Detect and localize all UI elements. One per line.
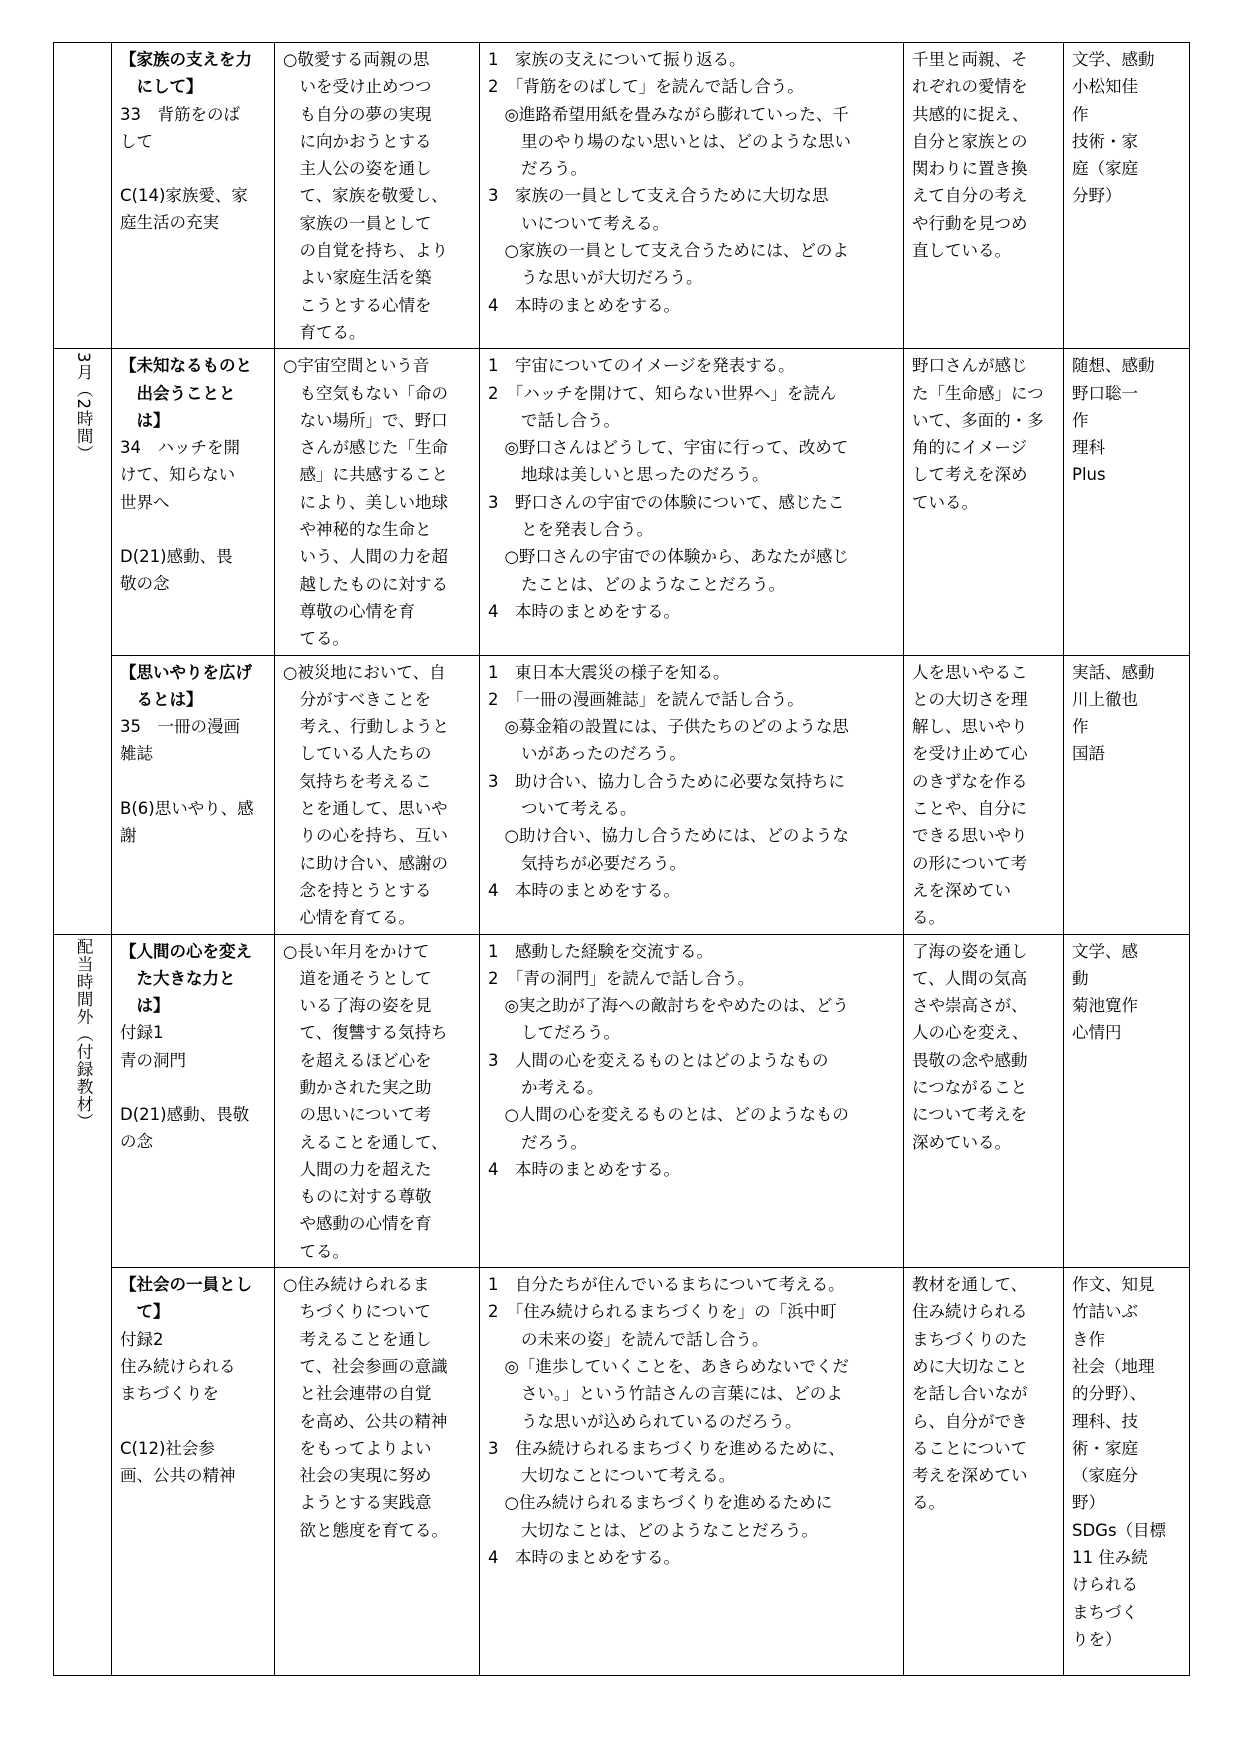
step-line: 2 「背筋をのばして」を読んで話し合う。 [488,77,804,97]
genre-line: 術・家庭 [1072,1438,1138,1458]
value-item-line: D(21)感動、畏 [120,547,233,567]
theme-line: た大きな力と [136,968,236,988]
evaluation-line: さや崇高さが、 [912,996,1028,1016]
question-line: 気持ちが必要だろう。 [521,853,686,873]
evaluation-line: ている。 [912,492,978,512]
process-cell [480,43,904,349]
theme-line: 【思いやりを広げ [120,662,252,682]
step-line: とを発表し合う。 [521,520,653,540]
aim-line: の思いについて考 [299,1105,432,1125]
genre-cell [1064,934,1190,1268]
genre-line: 文学、感 [1072,941,1138,961]
genre-line: 作 [1072,104,1089,124]
evaluation-line: 解し、思いやり [912,717,1028,737]
theme-line: 【社会の一員とし [120,1275,252,1295]
step-line: で話し合う。 [521,410,620,430]
genre-line: 菊池寛作 [1072,996,1138,1016]
step-line: 大切なことについて考える。 [521,1466,736,1486]
aim-line: ○住み続けられるま [283,1275,430,1295]
evaluation-cell [904,43,1064,349]
genre-line: 実話、感動 [1072,662,1155,682]
aim-line: の自覚を持ち、より [299,241,448,261]
aim-line: や感動の心情を育 [299,1214,432,1234]
step-line: 2 「一冊の漫画雑誌」を読んで話し合う。 [488,689,804,709]
aim-line: 分がすべきことを [299,689,432,709]
month-label: 3月（2時間） [74,352,94,463]
process-cell [480,1268,904,1676]
topic-cell [112,655,275,934]
aim-line: 心情を育てる。 [299,908,415,928]
step-line: 1 自分たちが住んでいるまちについて考える。 [488,1275,845,1295]
aim-line: ○敬愛する両親の思 [283,50,430,69]
value-item-line: 謝 [120,826,137,846]
genre-line: 野） [1072,1493,1105,1513]
genre-line: 動 [1072,968,1089,988]
lesson-title-line: 青の洞門 [120,1050,186,1070]
evaluation-line: について考えを [912,1105,1028,1125]
step-line: いについて考える。 [521,213,670,233]
table-row [54,1268,1190,1676]
aim-line: を高め、公共の精神 [299,1411,448,1431]
evaluation-line: えて自分の考え [912,186,1028,206]
aim-line: よい家庭生活を築 [299,268,432,288]
question-line: ○家族の一員として支え合うためには、どのよ [504,241,849,261]
aim-line: 社会の実現に努め [299,1466,432,1486]
step-line: ついて考える。 [521,799,637,819]
aim-line: ようとする実践意 [299,1493,432,1513]
step-line: 3 助け合い、協力し合うために必要な気持ちに [488,771,845,791]
spacer [120,1074,268,1101]
lesson-title-line: 33 背筋をのば [120,104,240,124]
genre-line: 野口聡一 [1072,383,1138,403]
evaluation-line: いて、多面的・多 [912,410,1044,430]
aim-line: ない場所」で、野口 [299,410,448,430]
genre-line: 作 [1072,717,1089,737]
step-line: 4 本時のまとめをする。 [488,601,680,621]
question-line: ◎実之助が了海への敵討ちをやめたのは、どう [504,996,849,1016]
aim-line: ○被災地において、自 [283,662,446,682]
evaluation-line: 直している。 [912,241,1011,261]
aim-line: て、家族を敬愛し、 [299,186,448,206]
evaluation-line: ことや、自分に [912,799,1028,819]
value-item-line: B(6)思いやり、感 [120,798,254,818]
theme-line: て】 [136,1302,170,1322]
step-line: 3 家族の一員として支え合うために大切な思 [488,186,829,206]
step-line: 4 本時のまとめをする。 [488,880,680,900]
theme-line: 【家族の支えを力 [120,50,252,69]
value-item-line: 庭生活の充実 [120,213,219,233]
aim-line: 念を持とうとする [299,880,432,900]
step-line: 3 人間の心を変えるものとはどのようなもの [488,1050,829,1070]
evaluation-cell [904,655,1064,934]
aim-line: てる。 [299,1241,349,1261]
topic-cell [112,1268,275,1676]
aim-line: 気持ちを考えるこ [299,771,432,791]
question-line: だろう。 [521,159,587,179]
month-label: 配当時間外（付録教材） [74,937,94,1130]
genre-line: 川上徹也 [1072,689,1138,709]
genre-line: 随想、感動 [1072,356,1155,376]
aim-line: ものに対する尊敬 [299,1187,432,1207]
aim-cell [275,1268,480,1676]
theme-line: は】 [136,410,170,430]
question-line: ◎「進歩していくことを、あきらめないでくだ [504,1356,849,1376]
evaluation-line: 野口さんが感じ [912,356,1028,376]
step-line: 1 感動した経験を交流する。 [488,941,713,961]
aim-line: を超えるほど心を [299,1050,432,1070]
process-cell [480,934,904,1268]
genre-line: 作文、知見 [1072,1275,1155,1295]
genre-line: 社会（地理 [1072,1356,1155,1376]
process-cell [480,655,904,934]
theme-line: るとは】 [136,689,203,709]
question-line: 里のやり場のない思いとは、どのような思い [521,131,851,151]
evaluation-line: 千里と両親、そ [912,50,1028,69]
evaluation-line: ることについて [912,1438,1028,1458]
genre-line: りを） [1072,1629,1122,1649]
question-line: ○助け合い、協力し合うためには、どのような [504,826,849,846]
evaluation-line: できる思いやり [912,826,1028,846]
lesson-plan-table [53,42,1190,1676]
evaluation-line: る。 [912,908,945,928]
evaluation-line: 考えを深めてい [912,1466,1028,1486]
genre-cell [1064,655,1190,934]
evaluation-line: た「生命感」につ [912,383,1044,403]
evaluation-line: を受け止めて心 [912,744,1028,764]
table-row [54,934,1190,1268]
month-cell [54,934,112,1676]
aim-line: 主人公の姿を通し [299,159,432,179]
question-line: 大切なことは、どのようなことだろう。 [521,1520,818,1540]
evaluation-line: 教材を通して、 [912,1275,1028,1295]
aim-line: に向かおうとする [299,131,432,151]
genre-line: 技術・家 [1072,131,1138,151]
step-line: 2 「住み続けられるまちづくりを」の「浜中町 [488,1302,837,1322]
genre-line: まちづく [1072,1602,1138,1622]
value-item-line: C(14)家族愛、家 [120,186,248,206]
evaluation-line: えを深めてい [912,880,1011,900]
evaluation-cell [904,349,1064,655]
genre-line: （家庭分 [1072,1466,1138,1486]
table-row [54,349,1190,655]
evaluation-line: のきずなを作る [912,771,1028,791]
value-item-line: 敬の念 [120,574,170,594]
aim-line: とを通して、思いや [299,799,448,819]
evaluation-line: 共感的に捉え、 [912,104,1029,124]
theme-line: は】 [136,996,170,1016]
evaluation-line: 了海の姿を通し [912,941,1028,961]
aim-line: えることを通して、 [299,1132,448,1152]
step-line: 4 本時のまとめをする。 [488,1548,680,1568]
aim-line: ○宇宙空間という音 [283,356,430,376]
genre-line: 分野） [1072,186,1122,206]
aim-line: 感」に共感すること [299,465,448,485]
genre-line: 文学、感動 [1072,50,1155,69]
topic-cell [112,349,275,655]
question-line: ○住み続けられるまちづくりを進めるために [504,1493,833,1513]
question-line: 地球は美しいと思ったのだろう。 [521,465,769,485]
evaluation-line: につながること [912,1077,1028,1097]
spacer [120,516,268,543]
aim-line: により、美しい地球 [299,492,448,512]
question-line: だろう。 [521,1132,587,1152]
aim-line: 家族の一員として [299,213,432,233]
evaluation-line: まちづくりのた [912,1329,1028,1349]
process-cell [480,349,904,655]
aim-line: と社会連帯の自覚 [299,1384,432,1404]
step-line: か考える。 [521,1077,604,1097]
table-row [54,43,1190,349]
evaluation-line: や行動を見つめ [912,213,1028,233]
aim-cell [275,43,480,349]
lesson-title-line: 付録2 [120,1329,164,1349]
question-line: ◎進路希望用紙を畳みながら膨れていった、千 [504,104,849,124]
aim-line: をもってよりよい [299,1438,432,1458]
aim-line: 人間の力を超えた [299,1159,432,1179]
aim-line: している人たちの [299,744,432,764]
month-cell [54,349,112,934]
genre-line: 理科 [1072,438,1105,458]
aim-line: 尊敬の心情を育 [299,601,415,621]
genre-line: 庭（家庭 [1072,159,1138,179]
lesson-title-line: 住み続けられる [120,1356,236,1376]
aim-cell [275,655,480,934]
genre-line: SDGs（目標 [1072,1520,1167,1540]
evaluation-line: 深めている。 [912,1132,1011,1152]
evaluation-line: を話し合いなが [912,1384,1028,1404]
aim-line: も空気もない「命の [299,383,448,403]
value-item-line: 画、公共の精神 [120,1465,236,1485]
genre-line: けられる [1072,1575,1138,1595]
value-item-line: の念 [120,1132,153,1152]
aim-line: や神秘的な生命と [299,520,432,540]
evaluation-line: れぞれの愛情を [912,77,1028,97]
question-line: たことは、どのようなことだろう。 [521,574,785,594]
step-line: 3 住み続けられるまちづくりを進めるために、 [488,1438,845,1458]
genre-line: き作 [1072,1329,1105,1349]
lesson-title-line: して [120,131,153,151]
aim-line: いう、人間の力を超 [299,547,448,567]
value-item-line: D(21)感動、畏敬 [120,1104,250,1124]
evaluation-line: て、人間の気高 [912,968,1028,988]
aim-line: いる了海の姿を見 [299,996,432,1016]
genre-line: 小松知佳 [1072,77,1138,97]
aim-line: さんが感じた「生命 [299,438,448,458]
lesson-title-line: 付録1 [120,1023,164,1043]
aim-line: いを受け止めつつ [299,77,432,97]
step-line: 4 本時のまとめをする。 [488,295,680,315]
step-line: 2 「ハッチを開けて、知らない世界へ」を読ん [488,383,837,403]
table-row [54,655,1190,934]
genre-cell [1064,43,1190,349]
lesson-title-line: まちづくりを [120,1384,219,1404]
value-item-line: C(12)社会参 [120,1438,215,1458]
evaluation-line: との大切さを理 [912,689,1028,709]
evaluation-line: る。 [912,1493,945,1513]
genre-line: 作 [1072,410,1089,430]
spacer [120,155,268,182]
question-line: してだろう。 [521,1023,620,1043]
evaluation-line: 関わりに置き換 [912,159,1028,179]
lesson-title-line: けて、知らない [120,465,236,485]
step-line: 3 野口さんの宇宙での体験について、感じたこ [488,492,845,512]
spacer [120,768,268,795]
question-line: ◎野口さんはどうして、宇宙に行って、改めて [504,438,849,458]
evaluation-line: の形について考 [912,853,1028,873]
theme-line: にして】 [136,77,203,97]
aim-line: 欲と態度を育てる。 [299,1520,448,1540]
lesson-title-line: 35 一冊の漫画 [120,717,240,737]
lesson-title-line: 雑誌 [120,744,153,764]
evaluation-line: 人を思いやるこ [912,662,1028,682]
step-line: 1 宇宙についてのイメージを発表する。 [488,356,795,376]
question-line: ○人間の心を変えるものとは、どのようなもの [504,1105,849,1125]
evaluation-line: めに大切なこと [912,1356,1028,1376]
aim-line: も自分の夢の実現 [299,104,432,124]
lesson-title-line: 世界へ [120,492,170,512]
aim-cell [275,934,480,1268]
aim-line: てる。 [299,629,349,649]
aim-line: こうとする心情を [299,295,432,315]
evaluation-line: 住み続けられる [912,1302,1028,1322]
genre-line: 竹詰いぶ [1072,1302,1138,1322]
evaluation-line: して考えを深め [912,465,1028,485]
question-line: さい。」という竹詰さんの言葉には、どのよ [521,1384,843,1404]
aim-line: に助け合い、感謝の [299,853,448,873]
genre-line: 心情円 [1072,1023,1122,1043]
genre-line: Plus [1072,465,1106,485]
topic-cell [112,934,275,1268]
question-line: うな思いが大切だろう。 [521,268,703,288]
genre-cell [1064,1268,1190,1676]
evaluation-cell [904,934,1064,1268]
aim-line: ちづくりについて [299,1302,432,1322]
aim-line: 動かされた実之助 [299,1077,432,1097]
theme-line: 【人間の心を変え [120,941,252,961]
lesson-title-line: 34 ハッチを開 [120,438,240,458]
step-line: 2 「青の洞門」を読んで話し合う。 [488,968,755,988]
aim-line: 道を通そうとして [299,968,432,988]
question-line: いがあったのだろう。 [521,744,686,764]
evaluation-line: 人の心を変え、 [912,1023,1029,1043]
evaluation-line: 角的にイメージ [912,438,1028,458]
step-line: 1 家族の支えについて振り返る。 [488,50,746,69]
aim-line: 考え、行動しようと [299,717,449,737]
genre-cell [1064,349,1190,655]
question-line: ◎募金箱の設置には、子供たちのどのような思 [504,717,849,737]
aim-cell [275,349,480,655]
theme-line: 【未知なるものと [120,356,252,376]
theme-line: 出会うことと [136,383,236,403]
aim-line: て、復讐する気持ち [299,1023,448,1043]
topic-cell [112,43,275,349]
evaluation-line: 自分と家族との [912,131,1028,151]
question-line: ○野口さんの宇宙での体験から、あなたが感じ [504,547,849,567]
aim-line: 考えることを通し [299,1329,432,1349]
evaluation-cell [904,1268,1064,1676]
genre-line: 国語 [1072,744,1105,764]
step-line: 1 東日本大震災の様子を知る。 [488,662,730,682]
aim-line: りの心を持ち、互い [299,826,448,846]
aim-line: ○長い年月をかけて [283,941,430,961]
genre-line: 的分野）、 [1072,1384,1147,1404]
step-line: 4 本時のまとめをする。 [488,1159,680,1179]
genre-line: 理科、技 [1072,1411,1138,1431]
month-cell [54,43,112,349]
aim-line: て、社会参画の意識 [299,1356,448,1376]
question-line: うな思いが込められているのだろう。 [521,1411,802,1431]
evaluation-line: 畏敬の念や感動 [912,1050,1028,1070]
genre-line: 11 住み続 [1072,1548,1148,1568]
evaluation-line: ら、自分ができ [912,1411,1028,1431]
spacer [120,1408,268,1435]
aim-line: 育てる。 [299,322,366,342]
step-line: の未来の姿」を読んで話し合う。 [521,1329,769,1349]
aim-line: 越したものに対する [299,574,448,594]
